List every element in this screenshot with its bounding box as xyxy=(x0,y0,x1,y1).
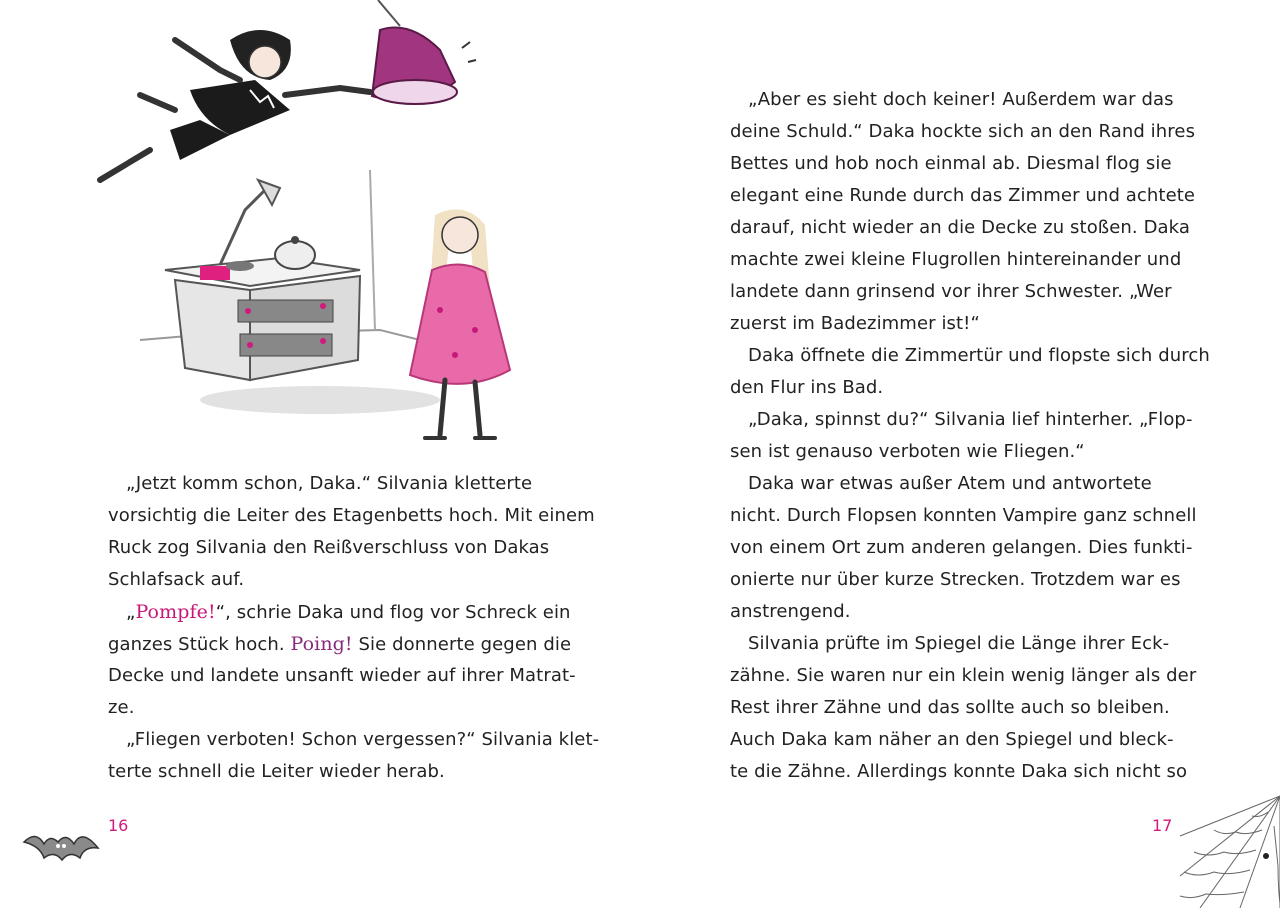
text-line: „Aber es sieht doch keiner! Außerdem war das xyxy=(748,89,1174,110)
illustration-bedroom-scene xyxy=(80,0,520,460)
text-line: Rest ihrer Zähne und das sollte auch so bleiben. xyxy=(730,697,1170,718)
text-line: „Jetzt komm schon, Daka.“ Silvania kletterte xyxy=(126,473,533,494)
page-number: 17 xyxy=(1152,816,1173,835)
spider-web-icon xyxy=(1180,796,1280,908)
text-line: deine Schuld.“ Daka hockte sich an den Rand ihres xyxy=(730,121,1196,142)
text-line: Bettes und hob noch einmal ab. Diesmal flog sie xyxy=(730,153,1172,174)
dresser xyxy=(165,180,360,380)
text-line: landete dann grinsend vor ihrer Schwester. „Wer xyxy=(730,281,1172,302)
bat-icon xyxy=(22,822,100,870)
text-line: zuerst im Badezimmer ist!“ xyxy=(730,313,980,334)
text-line: onierte nur über kurze Strecken. Trotzdem war es xyxy=(730,569,1181,590)
sound-word-pompfe: Pompfe! xyxy=(135,601,216,623)
flying-girl xyxy=(100,30,370,180)
text-line: machte zwei kleine Flugrollen hintereinander und xyxy=(730,249,1182,270)
text-segment: ganzes Stück hoch. xyxy=(108,634,291,655)
text-line: darauf, nicht wieder an die Decke zu stoßen. Daka xyxy=(730,217,1190,238)
text-line: Daka öffnete die Zimmertür und flopste sich durch xyxy=(748,345,1210,366)
text-line: Silvania prüfte im Spiegel die Länge ihrer Eck- xyxy=(748,633,1170,654)
text-segment: “, schrie Daka und flog vor Schreck ein xyxy=(215,602,571,623)
text-segment: Sie donnerte gegen die xyxy=(352,634,572,655)
text-line: zähne. Sie waren nur ein klein wenig länger als der xyxy=(730,665,1197,686)
quote-open: „ xyxy=(126,602,136,623)
text-line: „Fliegen verboten! Schon vergessen?“ Silvania klet- xyxy=(126,729,600,750)
right-page-text xyxy=(730,84,1210,788)
left-page-text xyxy=(108,468,600,788)
text-line: von einem Ort zum anderen gelangen. Dies funkti- xyxy=(730,537,1193,558)
text-line: Auch Daka kam näher an den Spiegel und bleck- xyxy=(730,729,1174,750)
text-line: vorsichtig die Leiter des Etagenbetts hoch. Mit einem xyxy=(108,505,595,526)
sound-word-poing: Poing! xyxy=(290,633,353,655)
right-page xyxy=(640,0,1280,908)
text-line: ze. xyxy=(108,697,135,718)
text-line: terte schnell die Leiter wieder herab. xyxy=(108,761,445,782)
text-line xyxy=(108,628,572,660)
text-line: nicht. Durch Flopsen konnten Vampire ganz schnell xyxy=(730,505,1197,526)
text-line: Ruck zog Silvania den Reißverschluss von Dakas xyxy=(108,537,550,558)
text-line: „Daka, spinnst du?“ Silvania lief hinterher. „Flop- xyxy=(748,409,1193,430)
text-line: den Flur ins Bad. xyxy=(730,377,884,398)
text-line: Daka war etwas außer Atem und antwortete xyxy=(748,473,1152,494)
text-line: Schlafsack auf. xyxy=(108,569,245,590)
text-line: elegant eine Runde durch das Zimmer und achtete xyxy=(730,185,1196,206)
text-line: te die Zähne. Allerdings konnte Daka sich nicht so xyxy=(730,761,1188,782)
text-line: Decke und landete unsanft wieder auf ihrer Matrat- xyxy=(108,665,576,686)
text-line: sen ist genauso verboten wie Fliegen.“ xyxy=(730,441,1085,462)
page-number: 16 xyxy=(108,816,129,835)
text-line xyxy=(108,596,571,628)
text-line: anstrengend. xyxy=(730,601,851,622)
ceiling-lamp xyxy=(372,28,457,105)
